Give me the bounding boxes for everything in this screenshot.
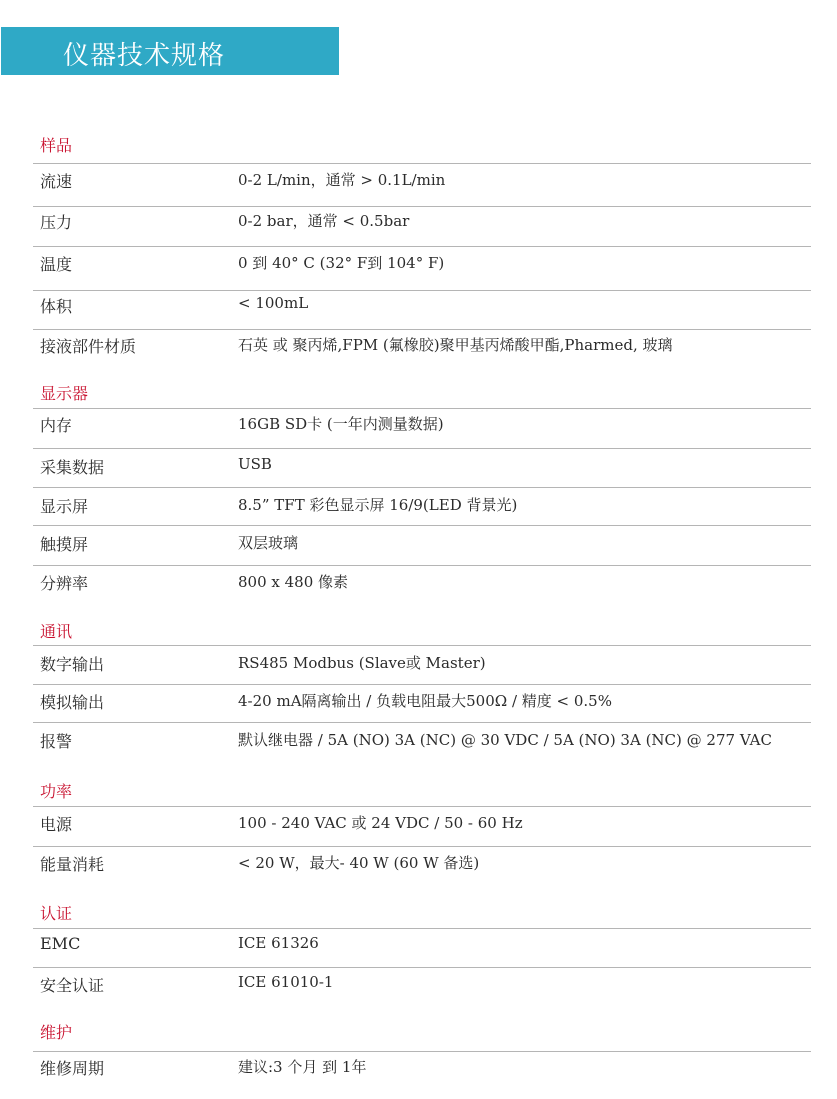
row-divider xyxy=(33,290,811,291)
spec-value: < 100mL xyxy=(238,294,309,312)
spec-value: 石英 或 聚丙烯,FPM (氟橡胶)聚甲基丙烯酸甲酯,Pharmed, 玻璃 xyxy=(238,336,673,354)
spec-value: RS485 Modbus (Slave或 Master) xyxy=(238,654,486,672)
spec-label: 采集数据 xyxy=(40,458,105,477)
section-heading: 样品 xyxy=(40,136,73,155)
row-divider xyxy=(33,1051,811,1052)
spec-label: 能量消耗 xyxy=(40,855,105,874)
spec-label: 接液部件材质 xyxy=(40,337,137,356)
section-heading: 维护 xyxy=(40,1023,73,1042)
spec-label: 模拟输出 xyxy=(40,693,105,712)
spec-value: 0-2 L/min，通常 > 0.1L/min xyxy=(238,171,446,189)
spec-value: 8.5” TFT 彩色显示屏 16/9(LED 背景光) xyxy=(238,496,518,514)
spec-label: 安全认证 xyxy=(40,976,105,995)
spec-value: 建议:3 个月 到 1年 xyxy=(238,1058,367,1076)
spec-label: EMC xyxy=(40,934,81,953)
section-heading: 功率 xyxy=(40,782,73,801)
spec-label: 温度 xyxy=(40,255,73,274)
spec-label: 数字输出 xyxy=(40,655,105,674)
spec-label: 报警 xyxy=(40,732,73,751)
row-divider xyxy=(33,246,811,247)
spec-value: 双层玻璃 xyxy=(238,534,299,552)
row-divider xyxy=(33,645,811,646)
spec-label: 触摸屏 xyxy=(40,535,89,554)
row-divider xyxy=(33,448,811,449)
row-divider xyxy=(33,722,811,723)
spec-label: 电源 xyxy=(40,815,73,834)
spec-value: 默认继电器 / 5A (NO) 3A (NC) @ 30 VDC / 5A (NO) 3A (NC) @ 277 VAC xyxy=(238,731,772,749)
spec-label: 内存 xyxy=(40,416,73,435)
row-divider xyxy=(33,408,811,409)
section-heading: 显示器 xyxy=(40,384,89,403)
row-divider xyxy=(33,806,811,807)
row-divider xyxy=(33,928,811,929)
spec-label: 显示屏 xyxy=(40,497,89,516)
row-divider xyxy=(33,163,811,164)
row-divider xyxy=(33,846,811,847)
spec-value: 4-20 mA隔离输出 / 负载电阻最大500Ω / 精度 < 0.5% xyxy=(238,692,612,710)
spec-value: ICE 61326 xyxy=(238,934,319,952)
section-heading: 认证 xyxy=(40,904,73,923)
spec-value: 100 - 240 VAC 或 24 VDC / 50 - 60 Hz xyxy=(238,814,523,832)
spec-label: 压力 xyxy=(40,213,73,232)
spec-value: 0 到 40° C (32° F到 104° F) xyxy=(238,254,445,272)
row-divider xyxy=(33,565,811,566)
row-divider xyxy=(33,684,811,685)
row-divider xyxy=(33,525,811,526)
spec-value: 800 x 480 像素 xyxy=(238,573,349,591)
spec-label: 流速 xyxy=(40,172,73,191)
spec-value: ICE 61010-1 xyxy=(238,973,334,991)
spec-value: 16GB SD卡 (一年内测量数据) xyxy=(238,415,444,433)
row-divider xyxy=(33,206,811,207)
section-heading: 通讯 xyxy=(40,622,73,641)
page-title: 仪器技术规格 xyxy=(63,41,226,71)
spec-label: 体积 xyxy=(40,297,73,316)
spec-label: 分辨率 xyxy=(40,574,89,593)
row-divider xyxy=(33,329,811,330)
row-divider xyxy=(33,967,811,968)
spec-value: < 20 W，最大- 40 W (60 W 备选) xyxy=(238,854,480,872)
spec-label: 维修周期 xyxy=(40,1059,105,1078)
spec-value: USB xyxy=(238,455,272,473)
row-divider xyxy=(33,487,811,488)
spec-value: 0-2 bar，通常 < 0.5bar xyxy=(238,212,410,230)
